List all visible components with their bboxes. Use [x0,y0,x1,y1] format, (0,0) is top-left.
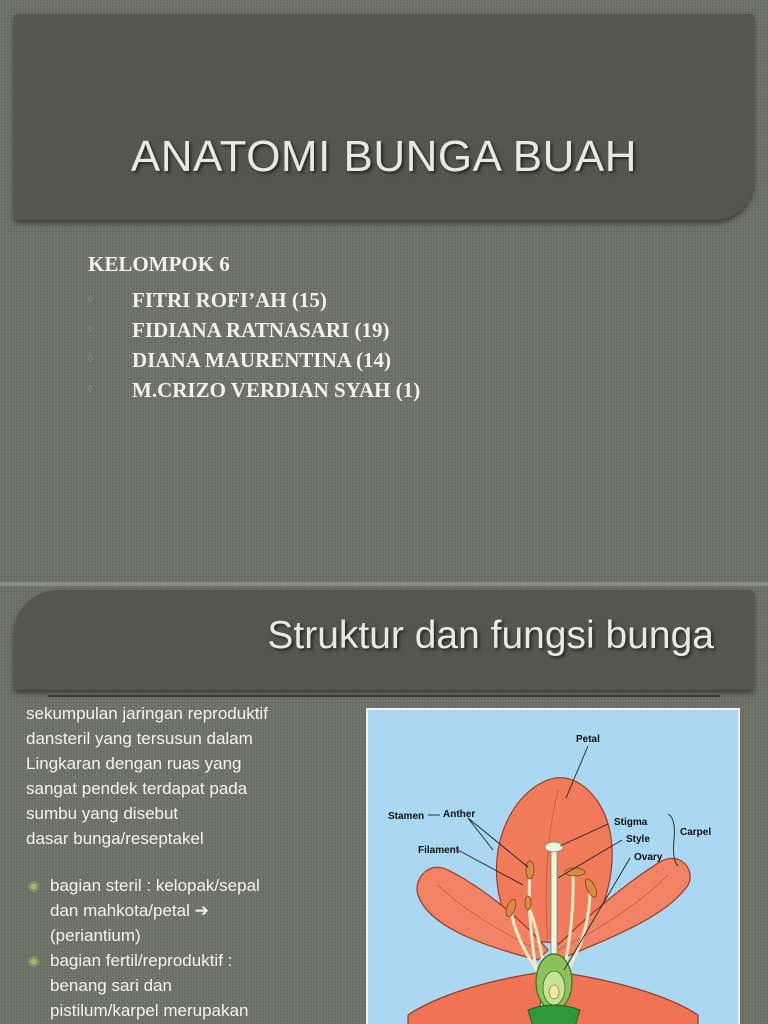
list-item [88,285,420,315]
diamond-bullet-icon: ◊ [88,354,93,365]
petal-shape [408,972,543,1024]
bullet-line: bagian steril : kelopak/sepal [50,876,260,895]
label-filament: Filament [418,845,460,856]
bullet-line: (periantium) [50,926,141,945]
label-ovary: Ovary [634,852,663,863]
paragraph-line: dasar bunga/reseptakel [26,829,204,848]
circle-bullet-icon: ◉ [28,878,40,893]
label-anther: Anther [443,809,476,820]
member-name: M.CRIZO VERDIAN SYAH (1) [132,378,421,402]
label-stamen: Stamen [388,811,425,822]
anther-shape [526,861,534,879]
member-list [88,285,420,405]
paragraph-line: dansteril yang tersusun dalam [26,729,253,748]
title-bar [14,590,754,690]
member-name: FIDIANA RATNASARI (19) [132,318,390,342]
bullet-line: pistilum/karpel merupakan [50,1001,249,1020]
list-item [26,948,346,1023]
group-label: KELOMPOK 6 [88,252,230,276]
paragraph-line: Lingkaran dengan ruas yang [26,754,242,773]
stigma-shape [545,842,563,852]
label-carpel: Carpel [680,827,712,838]
member-name: DIANA MAURENTINA (14) [132,348,392,372]
bullet-line: bagian fertil/reproduktif : [50,951,233,970]
label-style: Style [626,834,650,845]
flower-diagram [366,708,740,1024]
list-item [88,345,420,375]
paragraph-line: sekumpulan jaringan reproduktif [26,704,268,723]
group-block [88,252,420,405]
anther-shape [525,896,531,910]
title-bar [14,14,754,220]
list-item [26,873,346,948]
member-name: FITRI ROFI’AH (15) [132,288,327,312]
bullet-line: benang sari dan [50,976,172,995]
label-petal: Petal [576,734,600,745]
flower-illustration [368,710,738,1024]
body-text [26,701,346,1023]
slide-2 [0,584,768,1024]
slide-title: ANATOMI BUNGA BUAH [130,132,638,181]
slide-title: Struktur dan fungsi bunga [267,614,714,657]
diamond-bullet-icon: ◊ [88,324,93,335]
label-stigma: Stigma [614,817,648,828]
paragraph-line: sumbu yang disebut [26,804,179,823]
receptacle-shape [528,1005,580,1024]
title-rule [48,695,720,697]
style-shape [551,850,557,955]
list-item [88,315,420,345]
bullet-list [26,873,346,1023]
ovule-shape [549,985,559,999]
petal-shape [558,972,698,1024]
diamond-bullet-icon: ◊ [88,384,93,395]
list-item [88,375,420,405]
circle-bullet-icon: ◉ [28,953,40,968]
bullet-line: dan mahkota/petal ➔ [50,901,209,920]
diamond-bullet-icon: ◊ [88,294,93,305]
paragraph-line: sangat pendek terdapat pada [26,779,248,798]
